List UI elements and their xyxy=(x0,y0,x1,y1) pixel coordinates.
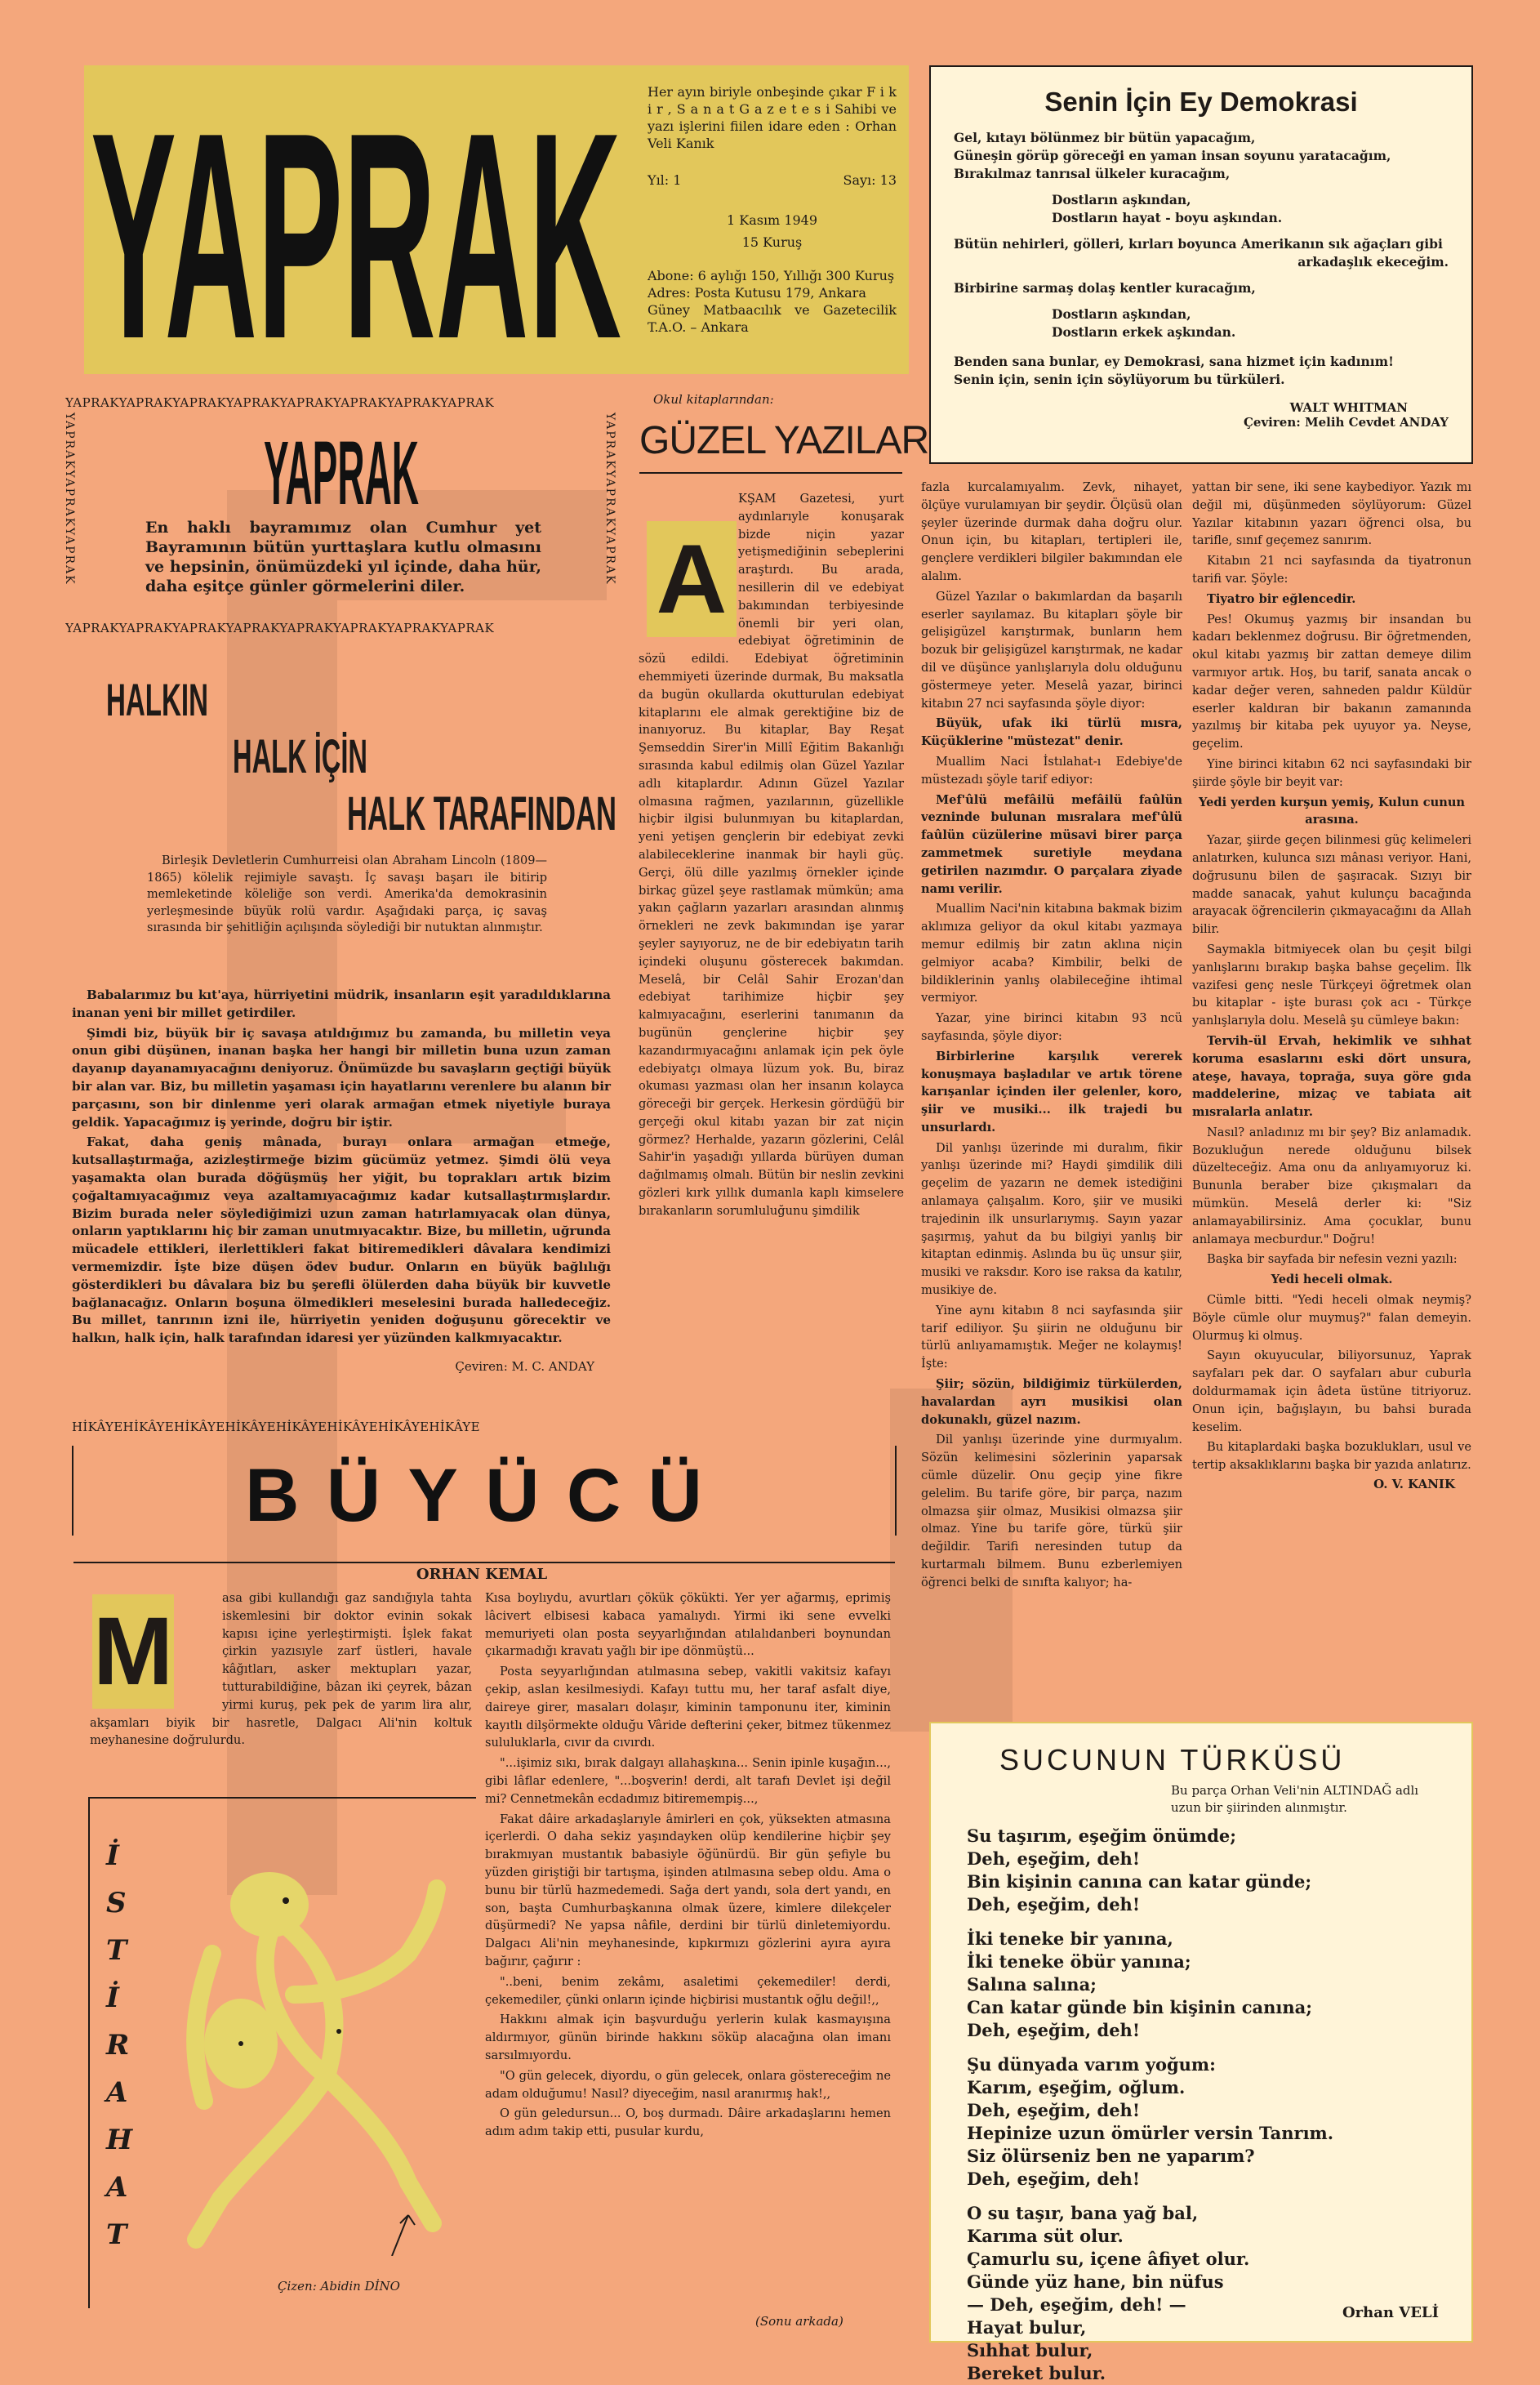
guzel-quote: Birbirlerine karşılık vererek konuşmaya başladılar ve artık törene karışanlar içinden iler gelenler, koro, şiir ve musiki... ilk trajedi bu unsurlardı. xyxy=(921,1049,1182,1135)
sucu-stanza: Şu dünyada varım yoğum: Karım, eşeğim, oğlum. Deh, eşeğim, deh! Hepinize uzun ömürler versin Tanrım. Siz ölürseniz ben ne yaparım? Deh, eşeğim, deh! xyxy=(967,2054,1334,2189)
story-paragraph: Posta seyyarlığından atılmasına sebep, vakitli vakitsiz kafayı çekip, aslan kesilmesiydi. Kafayı tuttu mu, her taraf asfalt diye, daireye girer, masaları dolaşır, kiminin tamponunu iter, kiminin kayıtlı dilşörmekte olduğu Vâride defterini çeker, bitmez tükenmez sululuklarla, cıvır da cıvırdı. xyxy=(485,1665,891,1750)
bayram-logo-text: YAPRAK xyxy=(264,426,419,512)
guzel-paragraph: Saymakla bitmiyecek olan bu çeşit bilgi yanlışlarını bırakıp başka bahse geçelim. İlk vazifesi genç nesle Türkçeyi öğretmek olan bu kitaplar - işte burası çok acı - Türkçe yanlışlarıyla dolu. Meselâ şu cümleye bakın: xyxy=(1192,942,1471,1028)
guzel-paragraph: Yazar, yine birinci kitabın 93 ncü sayfasında, şöyle diyor: xyxy=(921,1011,1182,1043)
headline-halkin: HALKIN xyxy=(106,674,208,725)
guzel-quote: Tiyatro bir eğlencedir. xyxy=(1207,591,1356,606)
story-continued: (Sonu arkada) xyxy=(755,2314,843,2329)
istirahat-letter: İ xyxy=(106,1839,119,1872)
poem-line: Bırakılmaz tanrısal ülkeler kuracağım, xyxy=(954,166,1231,181)
frame-top: YAPRAKYAPRAKYAPRAKYAPRAKYAPRAKYAPRAKYAPRAKYAPRAK xyxy=(65,395,495,410)
drawing-credit: Çizen: Abidin DİNO xyxy=(278,2279,400,2294)
story-paragraph: O gün geledursun... O, boş durmadı. Dâire arkadaşlarını hemen adım adım takip etti, pusular kurdu, xyxy=(485,2106,891,2139)
sucu-box xyxy=(929,1722,1473,2383)
istirahat-letter: H xyxy=(106,2124,133,2156)
story-paragraph: "..beni, benim zekâmı, asaletimi çekemediler! derdi, çekemediler, çünki onların içinde hiçbirisi mustantık oğlu değil!,, xyxy=(485,1974,891,2007)
story-paragraph: "O gün gelecek, diyordu, o gün gelecek, onlara göstereceğim ne adam olduğumu! Nasıl? diyeceğim, nasıl aranırmış hak!,, xyxy=(485,2068,891,2101)
frame-bottom: YAPRAKYAPRAKYAPRAKYAPRAKYAPRAKYAPRAKYAPRAKYAPRAK xyxy=(65,621,495,635)
istirahat-letter: R xyxy=(106,2029,130,2062)
guzel-rule xyxy=(639,472,902,474)
poem-line: Senin için, senin için söylüyorum bu türküleri. xyxy=(954,372,1285,387)
story-title xyxy=(245,1446,751,1536)
poem-line: Güneşin görüp göreceği en yaman insan soyunu yaratacağım, xyxy=(954,148,1391,163)
poem-translator: Çeviren: Melih Cevdet ANDAY xyxy=(1243,415,1449,430)
story-band: HİKÂYEHİKÂYEHİKÂYEHİKÂYEHİKÂYEHİKÂYEHİKÂYEHİKÂYE xyxy=(72,1420,480,1434)
story-frame-right xyxy=(895,1446,897,1536)
guzel-paragraph: Pes! Okumuş yazmış bir insandan bu kadarı beklenmez doğrusu. Bir öğretmenden, okul kitabı yazmış bir zattan demeye dilim varmıyor artık. Hoş, bu tarif, sanata ancak o kadar değer veren, sahneden paldır Küldür eserler kaldıran bir bakanın zamanında yazılmış bir kitaba pek uyuyor ya. Neyse, geçelim. xyxy=(1192,612,1471,751)
printer: Güney Matbaacılık ve Gazetecilik T.A.O. – Ankara xyxy=(648,302,897,335)
poem-line: Birbirine sarmaş dolaş kentler kuracağım, xyxy=(954,280,1256,296)
subscription: Abone: 6 aylığı 150, Yıllığı 300 Kuruş xyxy=(648,268,895,283)
story-title-text: BÜYÜCÜ xyxy=(245,1454,735,1536)
guzel-paragraph: yattan bir sene, iki sene kaybediyor. Yazık mı değil mi, düşünmeden söylüyorum: Güzel Yazılar kitabının yazarı öğrenci olsa, bu tarifle, sınıf geçemez sanırım. xyxy=(1192,480,1471,548)
guzel-author: O. V. KANIK xyxy=(1373,1477,1455,1492)
price: 15 Kuruş xyxy=(741,234,803,250)
guzel-paragraph: Yine birinci kitabın 62 nci sayfasındaki bir şiirde şöyle bir beyit var: xyxy=(1192,756,1471,789)
resting-figure-drawing xyxy=(163,1831,457,2256)
guzel-paragraph: Yine aynı kitabın 8 nci sayfasında şiir tarif ediliyor. Şu şiirin ne olduğunu bir türlü anlıyamamıştık. Meğer ne kolaymış! İşte: xyxy=(921,1303,1182,1371)
year-label: Yıl: 1 xyxy=(648,172,682,188)
guzel-paragraph: Başka bir sayfada bir nefesin vezni yazılı: xyxy=(1207,1252,1458,1267)
poem-line: Dostların aşkından, xyxy=(1052,192,1191,207)
guzel-paragraph: Nasıl? anladınız mı bir şey? Biz anlamadık. Bozukluğun nerede olduğunu bilsek düzelteceğiz. Ama onu da anlıyamıyoruz ki. Bununla beraber bize çıkışmaları da mümkün. Meselâ derler ki: "Siz anlamayabilirsiniz. Ama çocuklar, bunu anlamaya mecburdur." Doğru! xyxy=(1192,1125,1471,1246)
poem-line: Dostların hayat - boyu aşkından. xyxy=(1052,210,1283,225)
issue-date: 1 Kasım 1949 xyxy=(726,212,818,228)
halk-paragraph: Şimdi biz, büyük bir iç savaşa atıldığımız bu zamanda, bu milletin veya onun gibi düşünen, inanan başka her hangi bir milletin buna uzun zaman dayanıp dayanamıyacağını deniyoruz. Önümüzde bu savaşların geçtiği büyük bir alan var. Biz, bu milletin yaşaması için hayatlarını verenlere bu alanın bir parçasını, son bir dinlenme yeri olarak armağan etmek niyetiyle buraya geldik. Yapacağımız iş yerinde, doğru bir iştir. xyxy=(72,1025,611,1130)
poem-line: arkadaşlık ekeceğim. xyxy=(1297,254,1449,270)
masthead-description: Her ayın biriyle onbeşinde çıkar F i k i r , S a n a t G a z e t e s i Sahibi ve yazı işlerini fiilen idare eden : Orhan Veli Kanık xyxy=(648,84,897,151)
guzel-paragraph: Bu kitaplardaki başka bozuklukları, usul ve tertip aksaklıklarını başka bir yazıda anlatırız. xyxy=(1192,1440,1471,1473)
poem-line: Benden sana bunlar, ey Demokrasi, sana hizmet için kadınım! xyxy=(954,354,1394,369)
halk-paragraph: Fakat, daha geniş mânada, burayı onlara armağan etmeğe, kutsallaştırmağa, azizleştirmeğe bizim gücümüz yetmez. Şimdi ölü veya yaşamakta olan burada döğüşmüş her yiğit, bu toprakları artık bizim çoğaltamıyacağımız veya azaltamıyacağımız kadar kutsallaştırmışlardır. Bizim burada neler söylediğimizi uzun zaman hatırlamıyacak olan dünya, onların yaptıklarını hiç bir zaman unutmıyacaktır. Bize, bu milletin, uğrunda mücadele ettikleri, ilerlettikleri fakat bitiremedikleri dâvalara kendimizi vermemizdir. İşte bize düşen ödev budur. Onların en büyük bağlılığı gösterdikleri bu dâvalara biz bu şerefli ölülerden daha büyük bir kuvvetle bağlanacağız. Onların boşuna ölmedikleri meselesini burada halledeceğiz. Bu millet, tanrının izni ile, hürriyetin yeniden doğuşunu görecektir ve halkın, halk için, halk tarafından idaresi yer yüzünden kalkmıyacaktır. xyxy=(72,1135,611,1346)
story-paragraph: Kısa boylıydu, avurtları çökük çökükti. Yer yer ağarmış, eprimiş lâcivert elbisesi kabaca yamalıydı. Yirmi iki sene evvelki memuriyeti olan posta seyyarlığından atılalıdanberi boynundan çıkarmadığı kravatı yağlı bir ipe dönmüştü... xyxy=(485,1591,891,1659)
sucu-stanza: İki teneke bir yanına, İki teneke öbür yanına; Salına salına; Can katar günde bin kişinin canına; Deh, eşeğim, deh! xyxy=(967,1928,1312,2040)
guzel-paragraph: Güzel Yazılar o bakımlardan da başarılı eserler sayılamaz. Bu kitapları şöyle bir gelişigüzel karıştırmak, bunların hem bozuk bir gelişigüzel karıştırmak, ne kadar dil ve düşünce yanlışlarıyla dolu olduğunu göstermeye yeter. Meselâ yazar, birinci kitabın 27 nci sayfasında şöyle diyor: xyxy=(921,589,1182,711)
guzel-paragraph: Kitabın 21 nci sayfasında da tiyatronun tarifi var. Şöyle: xyxy=(1192,554,1471,586)
halk-intro: Birleşik Devletlerin Cumhurreisi olan Abraham Lincoln (1809—1865) kölelik rejimiyle savaştı. İç savaşı başarı ile bitirip memleketinde köleliğe son verdi. Amerika'da demokrasinin yerleşmesinde büyük rolü vardır. Aşağıdaki parça, iç savaş sırasında bir şehitliğin açılışında söylediği bir nutuktan alınmıştır. xyxy=(147,854,547,934)
story-author: ORHAN KEMAL xyxy=(372,1566,592,1583)
sucu-author: Orhan VELİ xyxy=(1342,2304,1439,2321)
guzel-paragraph: Dil yanlışı üzerinde yine durmıyalım. Sözün kelimesini sözlerinin yaparsak cümle düzelir. Onu geçip yine fikre gelelim. Bu tarife göre, bir parça, nazım olmazsa şiir olmaz, Musikisi olmazsa şiir olmaz. Yine bu tarife göre, türkü şiir değildir. Tarifi neresinden tutup da kurtarmalı bilmem. Bunu ezberlemiyen öğrenci belki de sınıfta kalıyor; ha- xyxy=(921,1433,1182,1589)
guzel-col1-text: KŞAM Gazetesi, yurt aydınlarıyle konuşarak bizde niçin yazar yetişmediğinin sebeplerini araştırdı. Bu arada, nesillerin dil ve edebiyat bakımından terbiyesinde önemli bir yeri olan, edebiyat öğretiminin de sözü edildi. Edebiyat öğretiminin ehemmiyeti üzerinde durmak, Bu maksatla da bugün okullarda okutturulan edebiyat kitaplarını ele almak gerektiğine biz de inanıyoruz. Bu kitaplar, Bay Reşat Şemseddin Sirer'in Millî Eğitim Bakanlığı sırasında kabul edilmiş olan Güzel Yazılar adlı kitaplardır. Adının Güzel Yazılar olmasına rağmen, yazılarının, güzellikle hiçbir ilgisi bulunmıyan bu kitaplardan, yeni yetişen gençlerin bir edebiyat zevki alabileceklerine inanmak bir hayli güç. Gerçi, ölü dille yazılmış örnekler içinde birkaç güzel şeye rastlamak mümkün; ama yakın çağların yazarları arasından alınmış örnekleri ne zevk bakımından işe yarar şeyler sayıyoruz, ne de bir edebiyatın tarih içindeki oluşunu gösterecek bakımdan. Meselâ, bir Celâl Sahir Erozan'dan edebiyat tarihimize hiçbir şey kalmıyacağını, eserlerini tanımanın da bugünün gençlerine hiçbir şey kazandırmıyacağını anlamak için pek öyle edebiyatçı olmaya lüzum yok. Bu, biraz okuması yazması olan her insanın kolayca göreceği bir gerçek. Herkesin gördüğü bir gerçeği okul kitabı yazan bir zat niçin görmez? Herhalde, yazarın gözlerini, Celâl Sahir'in yaşadığı yıllarda bürüyen duman dağılmamış olmalı. Bütün bir neslin zevkini gözleri kırk yıllık dumanla kaplı kimselere bırakanların sorumluluğunu şimdilik xyxy=(639,492,904,1218)
istirahat-letter: İ xyxy=(106,1982,119,2014)
story-paragraph: "...işimiz sıkı, bırak dalgayı allahaşkına... Senin ipinle kuşağın..., gibi lâflar edenlere, "...boşverin! derdi, alt tarafı Devlet işi değil mi? Cennetmekân ecdadımız bitiremempiş..., xyxy=(485,1756,891,1806)
frame-left: YAPRAKYAPRAKYAPRAK xyxy=(63,412,76,586)
guzel-quote: Yedi yerden kurşun yemiş, Kulun cunun arasına. xyxy=(1198,795,1466,827)
istirahat-letter: A xyxy=(106,2171,128,2204)
guzel-quote: Şiir; sözün, bildiğimiz türkülerden, havalardan ayrı musikisi olan dokunaklı, güzel nazım. xyxy=(921,1377,1182,1427)
guzel-title: GÜZEL YAZILAR xyxy=(639,419,929,462)
headline-halk-tarafindan: HALK TARAFINDAN xyxy=(347,787,616,840)
halk-headline xyxy=(106,668,621,840)
frame-right: YAPRAKYAPRAKYAPRAK xyxy=(603,412,616,586)
guzel-paragraph: fazla kurcalamıyalım. Zevk, nihayet, ölçüye vurulamıyan bir şeydir. Ölçüsü olan şeyler üzerinde durmak daha doğru olur. Onun için, bu kitapları, tertipleri ile, gençlere verdikleri bilgiler bakımından ele alalım. xyxy=(921,480,1182,583)
istirahat-letter: A xyxy=(106,2076,128,2109)
masthead-logo xyxy=(91,72,630,366)
guzel-quote: Büyük, ufak iki türlü mısra, Küçüklerine "müstezat" denir. xyxy=(921,716,1182,749)
guzel-quote: Yedi heceli olmak. xyxy=(1271,1273,1393,1287)
istirahat-letter: S xyxy=(106,1887,127,1919)
istirahat-letter: T xyxy=(106,2218,127,2251)
guzel-kicker: Okul kitaplarından: xyxy=(653,392,774,407)
sucu-title: SUCUNUN TÜRKÜSÜ xyxy=(999,1743,1346,1776)
story-col1-text: asa gibi kullandığı gaz sandığıyla tahta iskemlesini bir doktor evinin sokak kapısı içine yerleştirmişti. İşlek fakat çirkin yazısıyle zarf üstleri, havale kâğıtları, asker mektupları yazar, tutturabildiğine, bâzan iki çeyrek, bâzan yirmi kuruş, pek pek de yarım lira alır, akşamları biyik bir hasretle, Dalgacı Ali'nin koltuk meyhanesine doğrulurdu. xyxy=(90,1591,472,1748)
bayram-logo xyxy=(264,426,427,512)
guzel-paragraph: Yazar, şiirde geçen bilinmesi güç kelimeleri anlatırken, kulunca sızı mânası veriyor. Hani, doğrusunu bilen de şaşıracak. Sızıyı bir madde sanacak, yahut kulunçu bacağında arayacak öğrencilerin çıkmayacağını da Allah bilir. xyxy=(1192,833,1471,937)
halk-paragraph: Babalarımız bu kıt'aya, hürriyetini müdrik, insanların eşit yaradıldıklarına inanan yeni bir millet getirdiler. xyxy=(72,987,611,1020)
halk-translator: Çeviren: M. C. ANDAY xyxy=(455,1358,594,1374)
poem-author: WALT WHITMAN xyxy=(1289,400,1408,415)
guzel-paragraph: Cümle bitti. "Yedi heceli olmak neymiş? Böyle cümle olur muymuş?" falan demeyin. Olurmuş ki olmuş. xyxy=(1192,1293,1471,1343)
issue-label: Sayı: 13 xyxy=(843,172,897,188)
dropcap-letter: A xyxy=(656,524,728,634)
poem-line: Gel, kıtayı bölünmez bir bütün yapacağım, xyxy=(954,130,1256,145)
istirahat-box xyxy=(88,1797,476,2308)
dropcap-letter: M xyxy=(92,1598,174,1705)
sucu-stanza: Su taşırım, eşeğim önümde; Deh, eşeğim, deh! Bin kişinin canına can katar günde; Deh, eşeğim, deh! xyxy=(967,1826,1312,1915)
logo-text: YAPRAK xyxy=(91,72,621,366)
story-frame-left xyxy=(72,1446,73,1536)
guzel-paragraph: Dil yanlışı üzerinde mi duralım, fikir yanlışı üzerinde mi? Haydi şimdilik dili geçelim de yazarın ne demek istediğini anlamaya çalışalım. Koro, şiir ve musiki trajedinin ilk unsurlarıymış. Sayın yazar şaşırmış, yahut da bu bilgiyi yanlış bir kitaptan edinmiş. Aslında bu üç unsur şiir, musiki ve raksdır. Koro ise raksa da katılır, musikiye de. xyxy=(921,1140,1182,1298)
story-paragraph: Fakat dâire arkadaşlarıyle âmirleri en çok, yüksekten atmasına içerlerdi. O daha sekiz yaşındayken olüp kendilerine hiçbir şey bırakmıyan mustantık babasiyle öğünürdü. Bir gün şefiyle bu yüzden giriştiği bir tartışma, işinden atılmasına sebep oldu. Ama o bunu bir türlü hazmedemedi. Sağa dert yandı, sola dert yandı, en son, başta Cumhurbaşkanına olmak üzere, kimlere dilekçeler düşürmedi? Ne yapsa nâfile, derdini bir türlü dinletemiyordu. Dalgacı Ali'nin meyhanesinde, kıpkırmızı gözlerini ayıra ayıra bağırır, çağırır : xyxy=(485,1812,891,1968)
masthead xyxy=(84,65,909,374)
sucu-stanza: O su taşır, bana yağ bal, Karıma süt olur. Çamurlu su, içene âfiyet olur. Günde yüz hane, bin nüfus — Deh, eşeğim, deh! — Hayat bulur, Sıhhat bulur, Bereket bulur. xyxy=(967,2203,1250,2383)
headline-halk-icin: HALK İÇİN xyxy=(233,730,367,783)
poem-line: Dostların erkek aşkından. xyxy=(1052,324,1236,340)
guzel-paragraph: Sayın okuyucular, biliyorsunuz, Yaprak sayfaları pek dar. O sayfaları abur cuburla doldurmamak için âdeta üstüne titriyoruz. Onun için, bağışlayın, bu bahsi burada keselim. xyxy=(1192,1349,1471,1434)
poem-line: Dostların aşkından, xyxy=(1052,306,1191,322)
poem-line: Bütün nehirleri, gölleri, kırları boyunca Amerikanın sık ağaçları gibi xyxy=(954,236,1443,252)
guzel-paragraph: Muallim Naci'nin kitabına bakmak bizim aklımıza geliyor da okul kitabı yazmaya memur edilmiş bir zatın aklına niçin gelmiyor acaba? Kimbilir, belki de bildiklerinin yanlış olabileceğine ihtimal vermiyor. xyxy=(921,902,1182,1005)
istirahat-letter: T xyxy=(106,1934,127,1967)
guzel-quote: Mef'ûlü mefâilü mefâilü faûlün vezninde bulunan mısralara mef'ûlü faûlün cüzülerine müsavi birer parça zammetmek suretiyle meydana getirilen nazımdır. O parçalara ziyade namı verilir. xyxy=(921,792,1182,896)
poem-box-democracy xyxy=(929,65,1473,464)
sucu-intro: Bu parça Orhan Veli'nin ALTINDAĞ adlı uzun bir şiirinden alınmıştır. xyxy=(1171,1783,1419,1815)
poem-title: Senin İçin Ey Demokrasi xyxy=(1044,87,1358,117)
story-rule xyxy=(73,1562,895,1563)
bayram-message: En haklı bayramımız olan Cumhur yet Bayramının bütün yurttaşlara kutlu olmasını ve hepsinin, önümüzdeki yıl içinde, daha hür, daha eşitçe günler görmelerini diler. xyxy=(145,519,541,595)
story-paragraph: Hakkını almak için başvurduğu yerlerin kulak kasmayışına aldırmıyor, günün birinde hakkını söküp alacağına olan imanı sarsılmıyordu. xyxy=(485,2013,891,2062)
address: Adres: Posta Kutusu 179, Ankara xyxy=(648,285,866,301)
guzel-quote: Tervih-ül Ervah, hekimlik ve sıhhat koruma esaslarını eski dört unsura, ateşe, havaya, toprağa, suya göre gıda maddelerine, mizaç ve tabiata ait mısralarla anlatır. xyxy=(1192,1033,1471,1120)
guzel-paragraph: Muallim Naci İstılahat-ı Edebiye'de müstezadı şöyle tarif ediyor: xyxy=(921,754,1182,787)
